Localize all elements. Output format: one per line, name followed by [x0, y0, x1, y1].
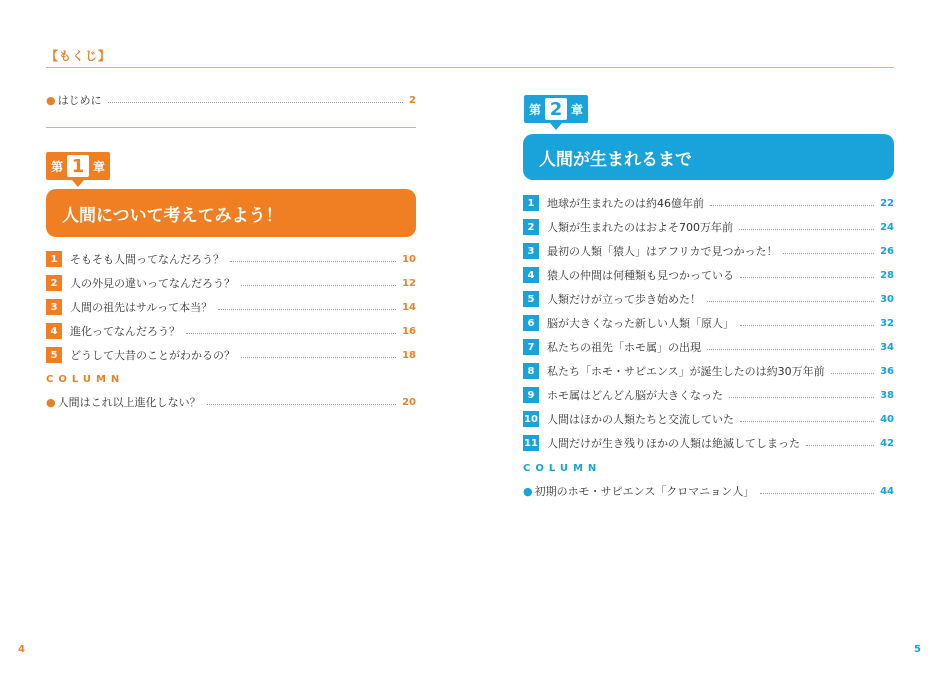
entry-page: 28 [880, 269, 894, 281]
dot-leader [207, 404, 396, 405]
header-divider [46, 67, 894, 68]
entry-number: 8 [523, 363, 539, 379]
entry-title: 私たち「ホモ・サピエンス」が誕生したのは約30万年前 [547, 365, 825, 378]
entry-page: 24 [880, 221, 894, 233]
entry-title: はじめに [57, 94, 102, 107]
toc-entry[interactable] [523, 383, 894, 407]
dot-leader [740, 277, 874, 278]
bullet-icon: ● [46, 93, 56, 107]
toc-entry[interactable] [46, 295, 416, 319]
entry-number: 5 [46, 347, 62, 363]
entry-number: 4 [46, 323, 62, 339]
toc-entry[interactable] [523, 239, 894, 263]
toc-entry[interactable] [523, 263, 894, 287]
chapter-2-title: 人間が生まれるまで [523, 134, 894, 180]
entry-number: 1 [523, 195, 539, 211]
toc-entry[interactable] [523, 359, 894, 383]
entry-page: 12 [402, 277, 416, 289]
entry-number: 11 [523, 435, 539, 451]
entry-title: 人間はこれ以上進化しない？ [57, 396, 201, 409]
dot-leader [760, 493, 874, 494]
dot-leader [831, 373, 874, 374]
entry-number: 4 [523, 267, 539, 283]
entry-page: 26 [880, 245, 894, 257]
badge-suffix: 章 [93, 159, 106, 174]
entry-number: 3 [46, 299, 62, 315]
dot-leader [241, 285, 396, 286]
entry-page: 14 [402, 301, 416, 313]
page-number-left: 4 [18, 644, 25, 655]
entry-title: 人間の祖先はサルって本当？ [70, 301, 213, 314]
entry-page: 2 [409, 94, 416, 106]
dot-leader [186, 333, 396, 334]
toc-entry[interactable] [523, 191, 894, 215]
entry-title: 脳が大きくなった新しい人類「原人」 [547, 317, 734, 330]
entry-number: 3 [523, 243, 539, 259]
dot-leader [241, 357, 396, 358]
dot-leader [218, 309, 396, 310]
dot-leader [739, 229, 874, 230]
dot-leader [108, 102, 403, 103]
dot-leader [740, 421, 874, 422]
dot-leader [806, 445, 874, 446]
chapter-1-badge [46, 152, 110, 180]
entry-number: 10 [523, 411, 539, 427]
entry-title: 私たちの祖先「ホモ属」の出現 [547, 341, 701, 354]
badge-prefix: 第 [529, 102, 542, 117]
toc-entry[interactable] [523, 407, 894, 431]
entry-title: どうして大昔のことがわかるの？ [70, 349, 235, 362]
entry-title: 地球が生まれたのは約46億年前 [547, 197, 704, 210]
column-label: COLUMN [46, 374, 125, 385]
page-number-right: 5 [914, 644, 921, 655]
dot-leader [707, 349, 874, 350]
entry-title: ホモ属はどんどん脳が大きくなった [547, 389, 723, 402]
toc-entry-column-2[interactable] [523, 484, 894, 498]
badge-suffix: 章 [571, 102, 584, 117]
entry-page: 40 [880, 413, 894, 425]
chapter-1-list [46, 247, 416, 367]
entry-page: 16 [402, 325, 416, 337]
toc-entry[interactable] [46, 247, 416, 271]
entry-number: 9 [523, 387, 539, 403]
entry-number: 7 [523, 339, 539, 355]
entry-page: 30 [880, 293, 894, 305]
toc-entry[interactable] [523, 335, 894, 359]
toc-entry[interactable] [46, 319, 416, 343]
entry-number: 2 [46, 275, 62, 291]
dot-leader [783, 253, 874, 254]
entry-page: 38 [880, 389, 894, 401]
toc-entry[interactable] [46, 343, 416, 367]
badge-number: 1 [67, 155, 89, 177]
toc-entry[interactable] [523, 311, 894, 335]
entry-page: 22 [880, 197, 894, 209]
entry-title: 猿人の仲間は何種類も見つかっている [547, 269, 734, 282]
badge-number: 2 [545, 98, 567, 120]
entry-page: 32 [880, 317, 894, 329]
entry-page: 44 [880, 485, 894, 497]
entry-page: 10 [402, 253, 416, 265]
entry-number: 1 [46, 251, 62, 267]
toc-entry[interactable] [523, 431, 894, 455]
entry-number: 6 [523, 315, 539, 331]
entry-number: 5 [523, 291, 539, 307]
dot-leader [710, 205, 874, 206]
dot-leader [707, 301, 874, 302]
entry-title: 初期のホモ・サピエンス「クロマニョン人」 [534, 485, 755, 498]
entry-title: 人の外見の違いってなんだろう？ [70, 277, 235, 290]
dot-leader [729, 397, 874, 398]
chapter-2-list [523, 191, 894, 455]
entry-title: 人類だけが立って歩き始めた！ [547, 293, 701, 306]
toc-entry[interactable] [523, 215, 894, 239]
entry-title: 人類が生まれたのはおよそ700万年前 [547, 221, 733, 234]
chapter-2-badge [524, 95, 588, 123]
dot-leader [230, 261, 396, 262]
entry-title: 最初の人類「猿人」はアフリカで見つかった！ [547, 245, 778, 258]
toc-entry-column-1[interactable] [46, 395, 416, 409]
toc-entry[interactable] [523, 287, 894, 311]
bullet-icon: ● [523, 484, 533, 498]
entry-title: 人間だけが生き残りほかの人類は絶滅してしまった [547, 437, 800, 450]
entry-page: 18 [402, 349, 416, 361]
toc-entry[interactable] [46, 271, 416, 295]
entry-title: 人間はほかの人類たちと交流していた [547, 413, 734, 426]
entry-number: 2 [523, 219, 539, 235]
column-label: COLUMN [523, 463, 602, 474]
entry-title: 進化ってなんだろう？ [70, 325, 180, 338]
bullet-icon: ● [46, 395, 56, 409]
entry-title: そもそも人間ってなんだろう？ [70, 253, 224, 266]
badge-prefix: 第 [51, 159, 64, 174]
entry-page: 20 [402, 396, 416, 408]
entry-page: 36 [880, 365, 894, 377]
toc-header: 【もくじ】 [46, 49, 112, 63]
toc-entry-intro[interactable] [46, 93, 416, 107]
chapter-1-title: 人間について考えてみよう！ [46, 189, 416, 237]
dot-leader [740, 325, 874, 326]
entry-page: 42 [880, 437, 894, 449]
entry-page: 34 [880, 341, 894, 353]
intro-divider [46, 127, 416, 128]
